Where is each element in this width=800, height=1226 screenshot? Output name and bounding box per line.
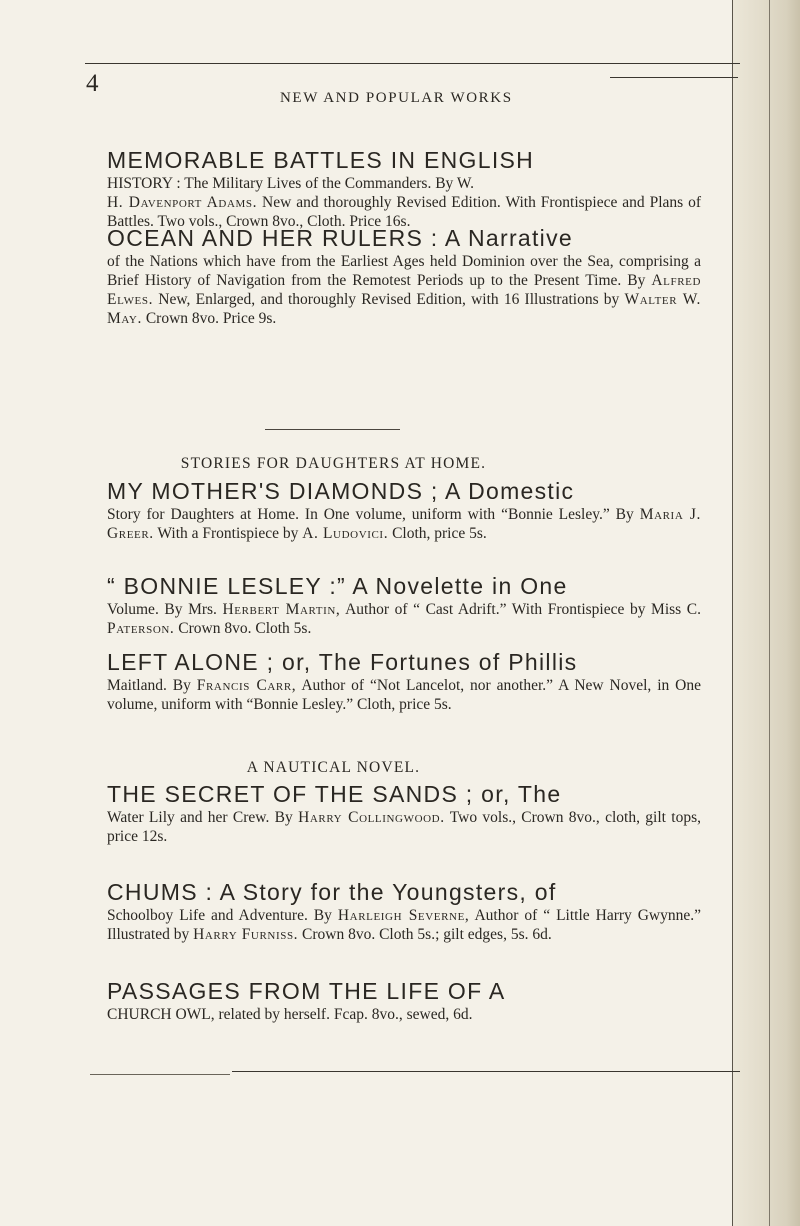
bottom-rule-faint	[90, 1074, 230, 1075]
top-rule	[85, 63, 740, 64]
entry-title: “ BONNIE LESLEY :” A Novelette in One	[107, 573, 568, 599]
entry-description: of the Nations which have from the Earliest Ages held Dominion over the Sea, comprising a Brief History of Navigation from the Remotest Periods up to the Present Time. By Alfred Elwes. New, Enlarged, and thoroughly Revised Edition, with 16 Illustrations by Walter W. May. Crown 8vo. Price 9s.	[107, 253, 702, 327]
author-name: Harleigh Severne,	[337, 907, 470, 924]
entry-title: OCEAN AND HER RULERS : A Narrative	[107, 225, 573, 251]
author-name: Harry Collingwood.	[298, 809, 445, 826]
entry-title: CHUMS : A Story for the Youngsters, of	[107, 879, 557, 905]
illustrator-name: Walter W. May.	[107, 291, 702, 327]
page-edge-line	[732, 0, 733, 1226]
entry-church-owl	[107, 978, 701, 1024]
illustrator-name: A. Ludovici.	[302, 525, 389, 542]
author-name: Alfred Elwes.	[107, 272, 701, 308]
entry-description: Volume. By Mrs. Herbert Martin, Author of “ Cast Adrift.” With Frontispiece by Miss C. Paterson. Crown 8vo. Cloth 5s.	[107, 601, 701, 637]
entry-left-alone	[107, 649, 701, 714]
entry-description: Schoolboy Life and Adventure. By Harleigh Severne, Author of “ Little Harry Gwynne.” Illustrated by Harry Furniss. Crown 8vo. Cloth 5s.; gilt edges, 5s. 6d.	[107, 907, 702, 943]
entry-mothers-diamonds	[107, 478, 701, 543]
author-name: H. Davenport Adams.	[107, 194, 258, 211]
entry-title: MEMORABLE BATTLES IN ENGLISH	[107, 147, 535, 173]
bottom-rule	[232, 1071, 740, 1072]
entry-memorable-battles	[107, 147, 701, 231]
entry-description: HISTORY : The Military Lives of the Commanders. By W. H. Davenport Adams. New and thoroughly Revised Edition. With Frontispiece and Plans of Battles. Two vols., Crown 8vo., Cloth. Price 16s.	[107, 175, 701, 230]
entry-bonnie-lesley	[107, 573, 701, 638]
illustrator-name: Paterson.	[107, 620, 175, 637]
entry-title: PASSAGES FROM THE LIFE OF A	[107, 978, 506, 1004]
author-name: Francis Carr,	[196, 677, 297, 694]
page-number: 4	[86, 70, 99, 97]
entry-description: Water Lily and her Crew. By Harry Collingwood. Two vols., Crown 8vo., cloth, gilt tops, price 12s.	[107, 809, 702, 845]
section-heading-nautical: A NAUTICAL NOVEL.	[246, 759, 421, 776]
author-name: Maria J. Greer.	[107, 506, 701, 542]
entry-title: THE SECRET OF THE SANDS ; or, The	[107, 781, 562, 807]
entry-description: CHURCH OWL, related by herself. Fcap. 8vo., sewed, 6d.	[107, 1006, 473, 1023]
running-title: NEW AND POPULAR WORKS	[280, 90, 513, 106]
entry-description: Story for Daughters at Home. In One volume, uniform with “Bonnie Lesley.” By Maria J. Greer. With a Frontispiece by A. Ludovici. Cloth, price 5s.	[107, 506, 701, 542]
section-heading-daughters: STORIES FOR DAUGHTERS AT HOME.	[180, 455, 487, 472]
entry-ocean-rulers	[107, 225, 701, 328]
top-rule-short	[610, 77, 738, 78]
entry-chums	[107, 879, 701, 944]
entry-secret-sands	[107, 781, 701, 846]
section-divider	[265, 429, 400, 430]
page-edge-line-outer	[769, 0, 770, 1226]
entry-description: Maitland. By Francis Carr, Author of “Not Lancelot, nor another.” A New Novel, in One volume, uniform with “Bonnie Lesley.” Cloth, price 5s.	[107, 677, 701, 713]
page-edge	[732, 0, 800, 1226]
entry-title: MY MOTHER'S DIAMONDS ; A Domestic	[107, 478, 575, 504]
entry-title: LEFT ALONE ; or, The Fortunes of Phillis	[107, 649, 578, 675]
illustrator-name: Harry Furniss.	[193, 926, 299, 943]
author-name: Herbert Martin,	[222, 601, 341, 618]
